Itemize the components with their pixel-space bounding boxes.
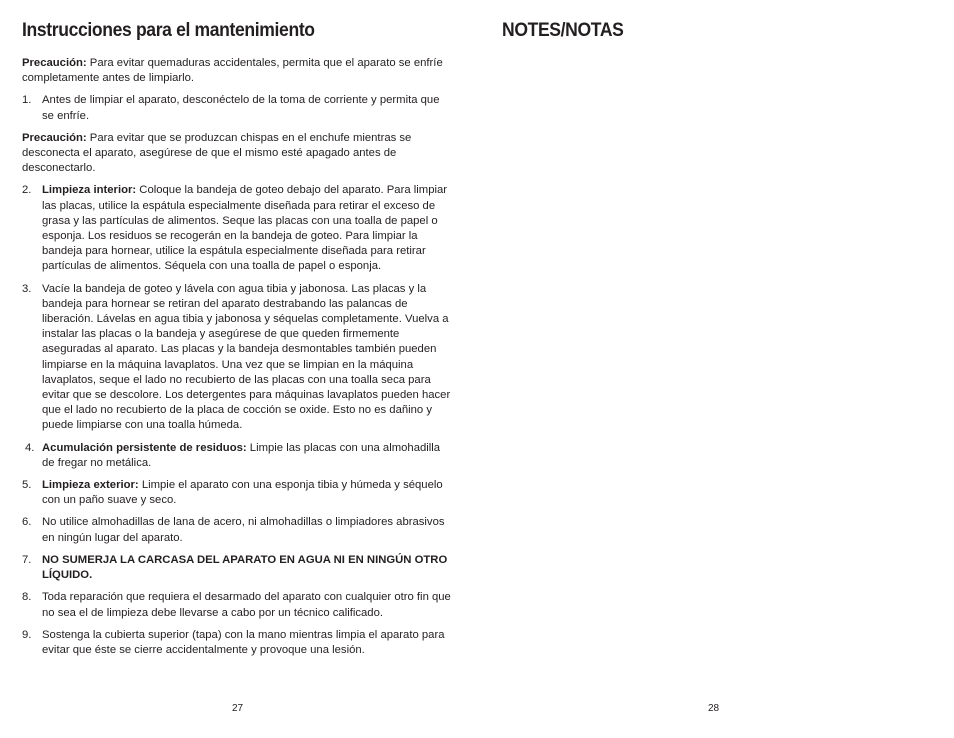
- page-title: Instrucciones para el mantenimiento: [22, 19, 315, 41]
- step-text: Toda reparación que requiera el desarmado del aparato con cualquier otro fin que no sea el de limpieza debe llevarse a cabo por un técnico calificado.: [42, 591, 451, 619]
- list-item: [22, 515, 454, 545]
- list-item: [22, 441, 454, 471]
- step-number: 9.: [22, 628, 32, 641]
- caution-text: Para evitar quemaduras accidentales, permita que el aparato se enfríe completamente antes de limpiarlo.: [22, 57, 443, 85]
- step-number: 5.: [22, 479, 32, 492]
- caution-note-burns: [22, 56, 454, 86]
- list-item: [22, 628, 454, 658]
- notes-title: NOTES/NOTAS: [502, 19, 624, 41]
- list-item: [22, 478, 454, 508]
- step-heading: Limpieza exterior:: [42, 479, 139, 492]
- step-text: Limpie las placas con una almohadilla de fregar no metálica.: [42, 441, 441, 469]
- page-number: 27: [232, 703, 244, 714]
- left-page: [22, 0, 454, 738]
- page-number: 28: [708, 703, 720, 714]
- list-item: [22, 93, 454, 123]
- caution-text: Para evitar que se produzcan chispas en el enchufe mientras se desconecta el aparato, asegúrese de que el mismo esté apagado antes de desconectarlo.: [22, 131, 412, 175]
- list-item: [22, 183, 454, 274]
- step-number: 6.: [22, 516, 32, 529]
- caution-label: Precaución:: [22, 131, 87, 144]
- step-heading: Acumulación persistente de residuos:: [42, 441, 247, 454]
- step-text: Limpie el aparato con una esponja tibia y húmeda y séquelo con un paño suave y seco.: [42, 479, 443, 507]
- step-text: No utilice almohadillas de lana de acero, ni almohadillas o limpiadores abrasivos en ningún lugar del aparato.: [42, 516, 445, 544]
- step-number: 4.: [25, 441, 35, 454]
- caution-label: Precaución:: [22, 57, 87, 69]
- step-number: 3.: [22, 282, 32, 295]
- list-item: [22, 553, 454, 583]
- maintenance-instructions: [22, 56, 454, 665]
- step-text: Antes de limpiar el aparato, desconéctelo de la toma de corriente y permita que se enfríe.: [42, 94, 440, 122]
- right-page: [502, 0, 932, 738]
- caution-note-sparks: [22, 131, 454, 177]
- step-number: 7.: [22, 553, 32, 566]
- list-item: [22, 282, 454, 434]
- step-heading: NO SUMERJA LA CARCASA DEL APARATO EN AGUA NI EN NINGÚN OTRO LÍQUIDO.: [42, 553, 448, 582]
- step-text: Vacíe la bandeja de goteo y lávela con agua tibia y jabonosa. Las placas y la bandeja para hornear se retiran del aparato destrabando las palancas de liberación. Lávelas en agua tibia y jabonosa y séquelas completamente. Vuelva a instalar las placas o la bandeja y asegúrese de que queden firmemente aseguradas al aparato. Las placas y la bandeja desmontables también pueden limpiarse en la máquina lavaplatos. Una vez que se limpian en la máquina lavaplatos, seque el lado no recubierto de las placas con una toalla seca para evitar que se descolore. Los detergentes para máquinas lavaplatos pueden hacer que el lado no recubierto de la placa de cocción se oxide. Esto no es dañino y puede limpiarse con una toalla húmeda.: [42, 282, 451, 432]
- list-item: [22, 590, 454, 620]
- step-text: Coloque la bandeja de goteo debajo del aparato. Para limpiar las placas, utilice la espátula especialmente diseñada para retirar el exceso de grasa y las partículas de alimentos. Seque las placas con una toalla de papel o esponja. Los residuos se recogerán en la bandeja de goteo. Para limpiar la bandeja para hornear, utilice la espátula especialmente diseñada para retirar partículas de alimentos. Séquela con una toalla de papel o esponja.: [42, 184, 448, 273]
- steps-list-first: [22, 93, 454, 123]
- step-text: Sostenga la cubierta superior (tapa) con la mano mientras limpia el aparato para evitar que éste se cierre accidentalmente y provoque una lesión.: [42, 628, 445, 656]
- step-number: 2.: [22, 184, 32, 197]
- steps-list: [22, 183, 454, 658]
- step-heading: Limpieza interior:: [42, 184, 137, 197]
- step-number: 8.: [22, 591, 32, 604]
- step-number: 1.: [22, 94, 32, 107]
